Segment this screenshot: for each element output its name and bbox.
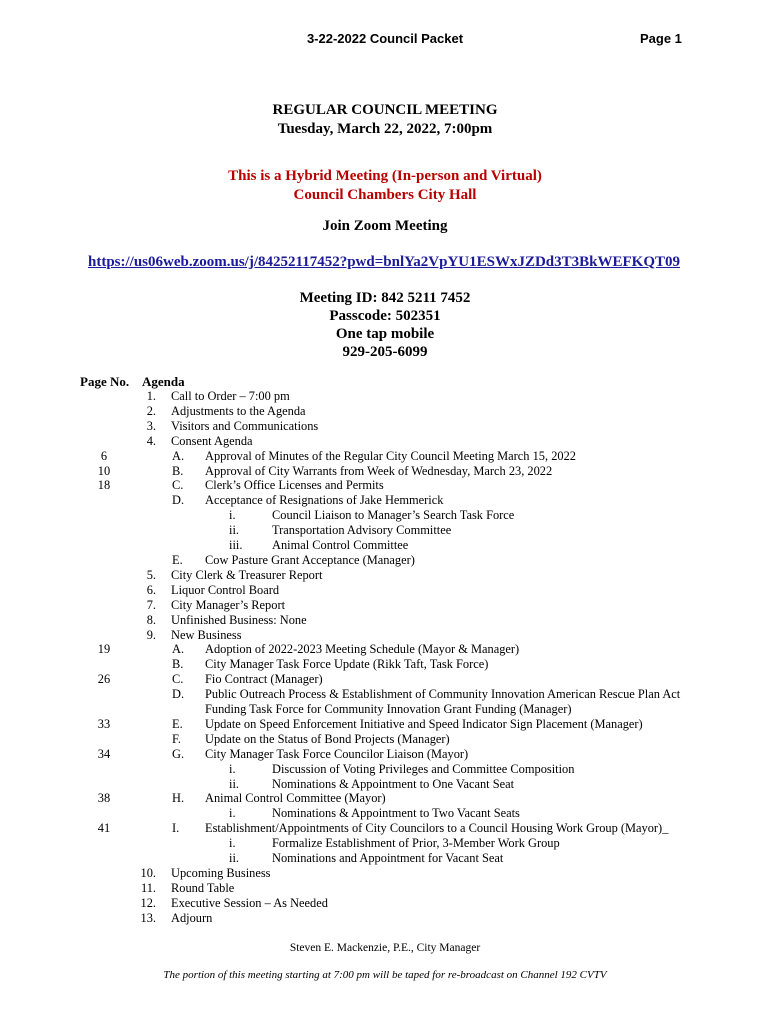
agenda-item-number: i. — [229, 806, 236, 821]
agenda-item-text: Animal Control Committee — [272, 538, 409, 552]
agenda-page-number: 34 — [97, 746, 111, 761]
agenda-item-text: Adoption of 2022-2023 Meeting Schedule (Mayor & Manager) — [205, 642, 520, 657]
agenda-page-number: 10 — [97, 463, 111, 478]
agenda-item-number: C. — [172, 672, 184, 687]
agenda-item-number: 1. — [146, 389, 156, 403]
agenda-item-number: ii. — [229, 776, 239, 791]
agenda-item-text: Acceptance of Resignations of Jake Hemmerick — [205, 493, 444, 508]
agenda-item-text: Transportation Advisory Committee — [272, 523, 452, 538]
agenda-item-number: C. — [172, 478, 184, 493]
agenda-item-number: iii. — [229, 538, 243, 552]
meeting-title: REGULAR COUNCIL MEETING — [272, 102, 498, 118]
agenda-item-number: i. — [229, 836, 236, 851]
agenda-item-text: Discussion of Voting Privileges and Committee Composition — [272, 761, 575, 776]
meeting-id: Meeting ID: 842 5211 7452 — [299, 290, 471, 306]
agenda-item-number: 5. — [146, 567, 156, 582]
agenda-page-number: 41 — [97, 821, 111, 836]
meeting-location: Council Chambers City Hall — [293, 187, 477, 203]
agenda-page-number: 18 — [97, 478, 111, 493]
agenda-item-number: 3. — [146, 418, 156, 433]
agenda-item-text: Formalize Establishment of Prior, 3-Member Work Group — [272, 836, 560, 851]
agenda-item-text: Fio Contract (Manager) — [205, 672, 323, 687]
agenda-item-text: Call to Order – 7:00 pm — [171, 389, 290, 403]
agenda-item-number: F. — [172, 731, 181, 746]
agenda-item-number: 7. — [146, 597, 156, 612]
agenda-item-text: Funding Task Force for Community Innovation Grant Funding (Manager) — [205, 702, 572, 716]
agenda-item-number: ii. — [229, 523, 239, 538]
agenda-item-number: 9. — [146, 627, 156, 642]
agenda-header: Agenda — [142, 374, 185, 389]
agenda-item-number: H. — [172, 791, 185, 806]
agenda-item-text: City Clerk & Treasurer Report — [171, 567, 323, 582]
one-tap-label: One tap mobile — [335, 326, 435, 342]
agenda-item-text: Update on Speed Enforcement Initiative and Speed Indicator Sign Placement (Manager) — [205, 716, 643, 731]
agenda-item-number: D. — [172, 687, 185, 702]
agenda-item-text: Council Liaison to Manager’s Search Task Force — [272, 508, 515, 523]
signature: Steven E. Mackenzie, P.E., City Manager — [289, 942, 481, 954]
agenda-item-text: Adjourn — [171, 910, 213, 925]
agenda-item-text: Animal Control Committee (Mayor) — [205, 791, 386, 806]
agenda-item-number: 11. — [140, 880, 156, 895]
agenda-item-number: B. — [172, 463, 184, 478]
agenda-item-number: 8. — [146, 612, 156, 627]
join-zoom-label: Join Zoom Meeting — [322, 218, 448, 234]
meeting-passcode: Passcode: 502351 — [329, 308, 441, 324]
agenda-item-text: Liquor Control Board — [171, 582, 280, 597]
agenda-item-number: A. — [172, 642, 185, 657]
agenda-item-number: 2. — [146, 403, 156, 418]
agenda-page-number: 6 — [100, 448, 108, 463]
agenda-item-number: E. — [172, 552, 183, 567]
broadcast-note: The portion of this meeting starting at 7:00 pm will be taped for re-broadcast on Channel 192 CVTV — [163, 969, 607, 981]
agenda-item-number: G. — [172, 746, 185, 761]
agenda-item-text: Unfinished Business: None — [171, 612, 307, 627]
agenda-item-text: Adjustments to the Agenda — [171, 403, 306, 418]
agenda-item-text: Approval of Minutes of the Regular City Council Meeting March 15, 2022 — [205, 448, 576, 463]
page-number: Page 1 — [640, 31, 682, 46]
hybrid-notice: This is a Hybrid Meeting (In-person and Virtual) — [228, 168, 542, 184]
agenda-item-number: ii. — [229, 851, 239, 865]
agenda-item-number: D. — [172, 493, 185, 508]
agenda-item-text: Upcoming Business — [171, 865, 271, 880]
agenda-item-number: A. — [172, 448, 185, 463]
agenda-item-text: Visitors and Communications — [171, 418, 319, 433]
agenda-item-number: I. — [172, 821, 180, 836]
agenda-item-text: Approval of City Warrants from Week of Wednesday, March 23, 2022 — [205, 463, 553, 478]
agenda-item-text: Establishment/Appointments of City Councilors to a Council Housing Work Group (Mayor)_ — [205, 821, 669, 836]
phone-number: 929-205-6099 — [342, 344, 428, 360]
agenda-item-number: 10. — [140, 865, 156, 880]
agenda-item-text: Cow Pasture Grant Acceptance (Manager) — [205, 552, 415, 567]
agenda-item-text: Nominations & Appointment to One Vacant Seat — [272, 776, 515, 791]
zoom-meeting-link[interactable]: https://us06web.zoom.us/j/84252117452?pwd=bnlYa2VpYU1ESWxJZDd3T3BkWEFKQT09 — [88, 254, 681, 270]
agenda-item-text: Clerk’s Office Licenses and Permits — [205, 478, 384, 493]
agenda-page-number: 33 — [97, 716, 111, 731]
agenda-item-text: Nominations & Appointment to Two Vacant Seats — [272, 806, 520, 821]
agenda-item-text: Consent Agenda — [171, 433, 253, 448]
page-no-header: Page No. — [80, 374, 130, 389]
agenda-item-number: 13. — [140, 910, 156, 925]
agenda-page-number: 26 — [97, 672, 111, 687]
agenda-item-text: Round Table — [171, 880, 235, 895]
agenda-item-text: City Manager Task Force Councilor Liaison (Mayor) — [205, 746, 469, 761]
meeting-datetime: Tuesday, March 22, 2022, 7:00pm — [277, 121, 493, 137]
agenda-item-number: 4. — [146, 433, 156, 448]
agenda-item-number: 6. — [146, 582, 156, 597]
agenda-item-number: i. — [229, 761, 236, 776]
agenda-item-text: Update on the Status of Bond Projects (Manager) — [205, 731, 450, 746]
agenda-item-number: B. — [172, 657, 184, 672]
agenda-item-number: E. — [172, 716, 183, 731]
packet-title: 3-22-2022 Council Packet — [306, 31, 464, 46]
agenda-item-text: City Manager’s Report — [171, 597, 286, 612]
agenda-item-text: Executive Session – As Needed — [171, 895, 328, 910]
agenda-page-number: 19 — [97, 642, 111, 657]
agenda-item-text: Public Outreach Process & Establishment of Community Innovation American Rescue Plan Act — [205, 687, 681, 702]
agenda-item-text: New Business — [171, 627, 242, 642]
agenda-page-number: 38 — [97, 791, 111, 806]
agenda-item-text: Nominations and Appointment for Vacant Seat — [272, 851, 504, 865]
agenda-item-text: City Manager Task Force Update (Rikk Taft, Task Force) — [205, 657, 489, 672]
agenda-item-number: i. — [229, 508, 236, 523]
agenda-item-number: 12. — [140, 895, 156, 910]
